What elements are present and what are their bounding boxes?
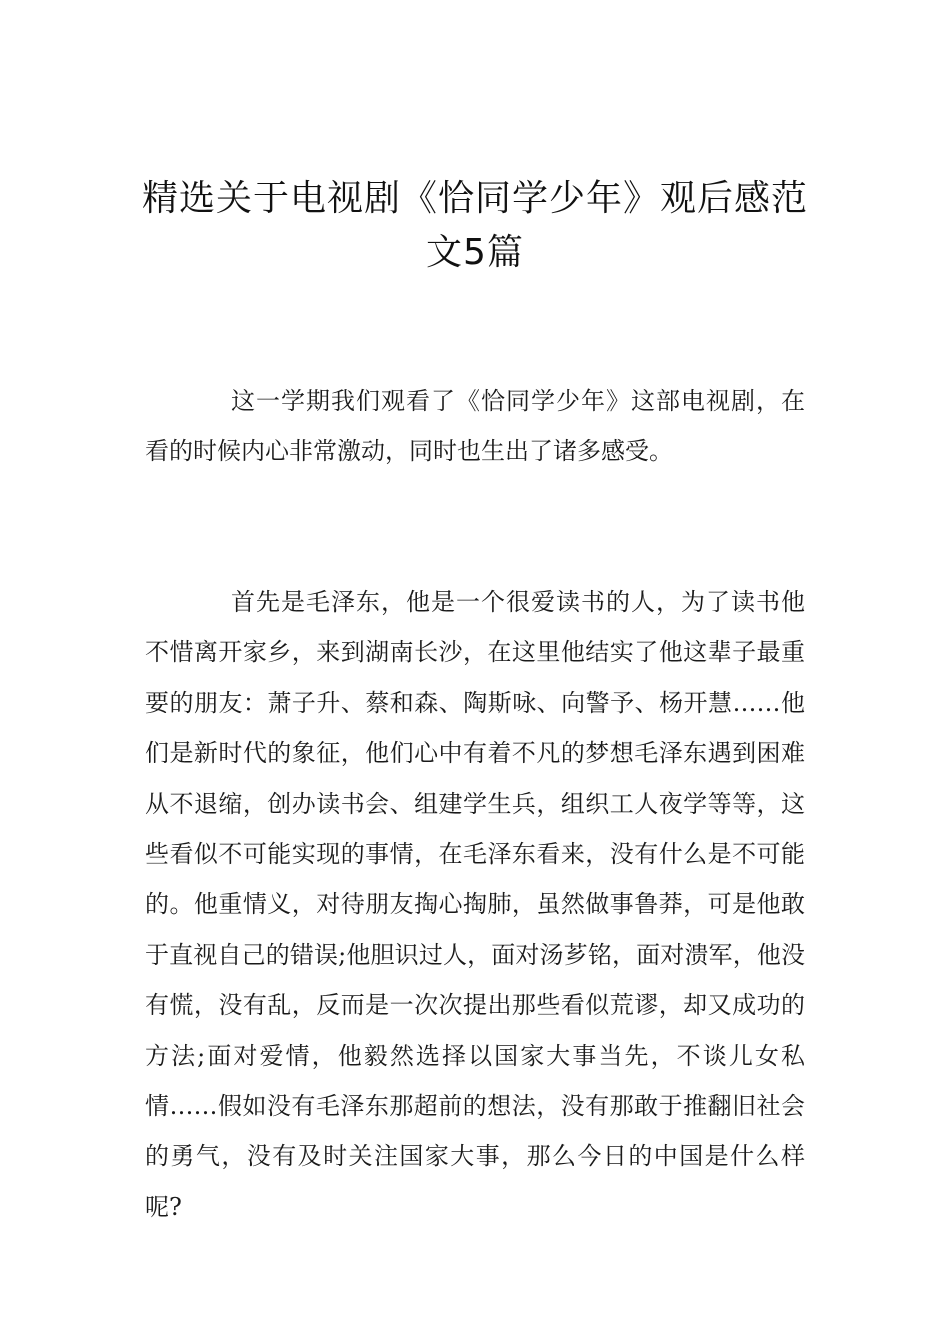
title-line-1: 精选关于电视剧《恰同学少年》观后感范	[141, 178, 808, 219]
title-line-2: 文5篇	[426, 232, 524, 273]
document-title	[120, 172, 830, 280]
paragraph-intro: 这一学期我们观看了《恰同学少年》这部电视剧，在看的时候内心非常激动，同时也生出了诸多感受。	[145, 387, 805, 466]
paragraph-mao-zedong: 首先是毛泽东，他是一个很爱读书的人，为了读书他不惜离开家乡，来到湖南长沙，在这里他结实了他这辈子最重要的朋友：萧子升、蔡和森、陶斯咏、向警予、杨开慧……他们是新时代的象征，他们心中有着不凡的梦想毛泽东遇到困难从不退缩，创办读书会、组建学生兵，组织工人夜学等等，这些看似不可能实现的事情，在毛泽东看来，没有什么是不可能的。他重情义，对待朋友掏心掏肺，虽然做事鲁莽，可是他敢于直视自己的错误;他胆识过人，面对汤芗铭，面对溃军，他没有慌，没有乱，反而是一次次提出那些看似荒谬，却又成功的方法;面对爱情，他毅然选择以国家大事当先，不谈儿女私情……假如没有毛泽东那超前的想法，没有那敢于推翻旧社会的勇气，没有及时关注国家大事，那么今日的中国是什么样呢?	[145, 588, 805, 1221]
